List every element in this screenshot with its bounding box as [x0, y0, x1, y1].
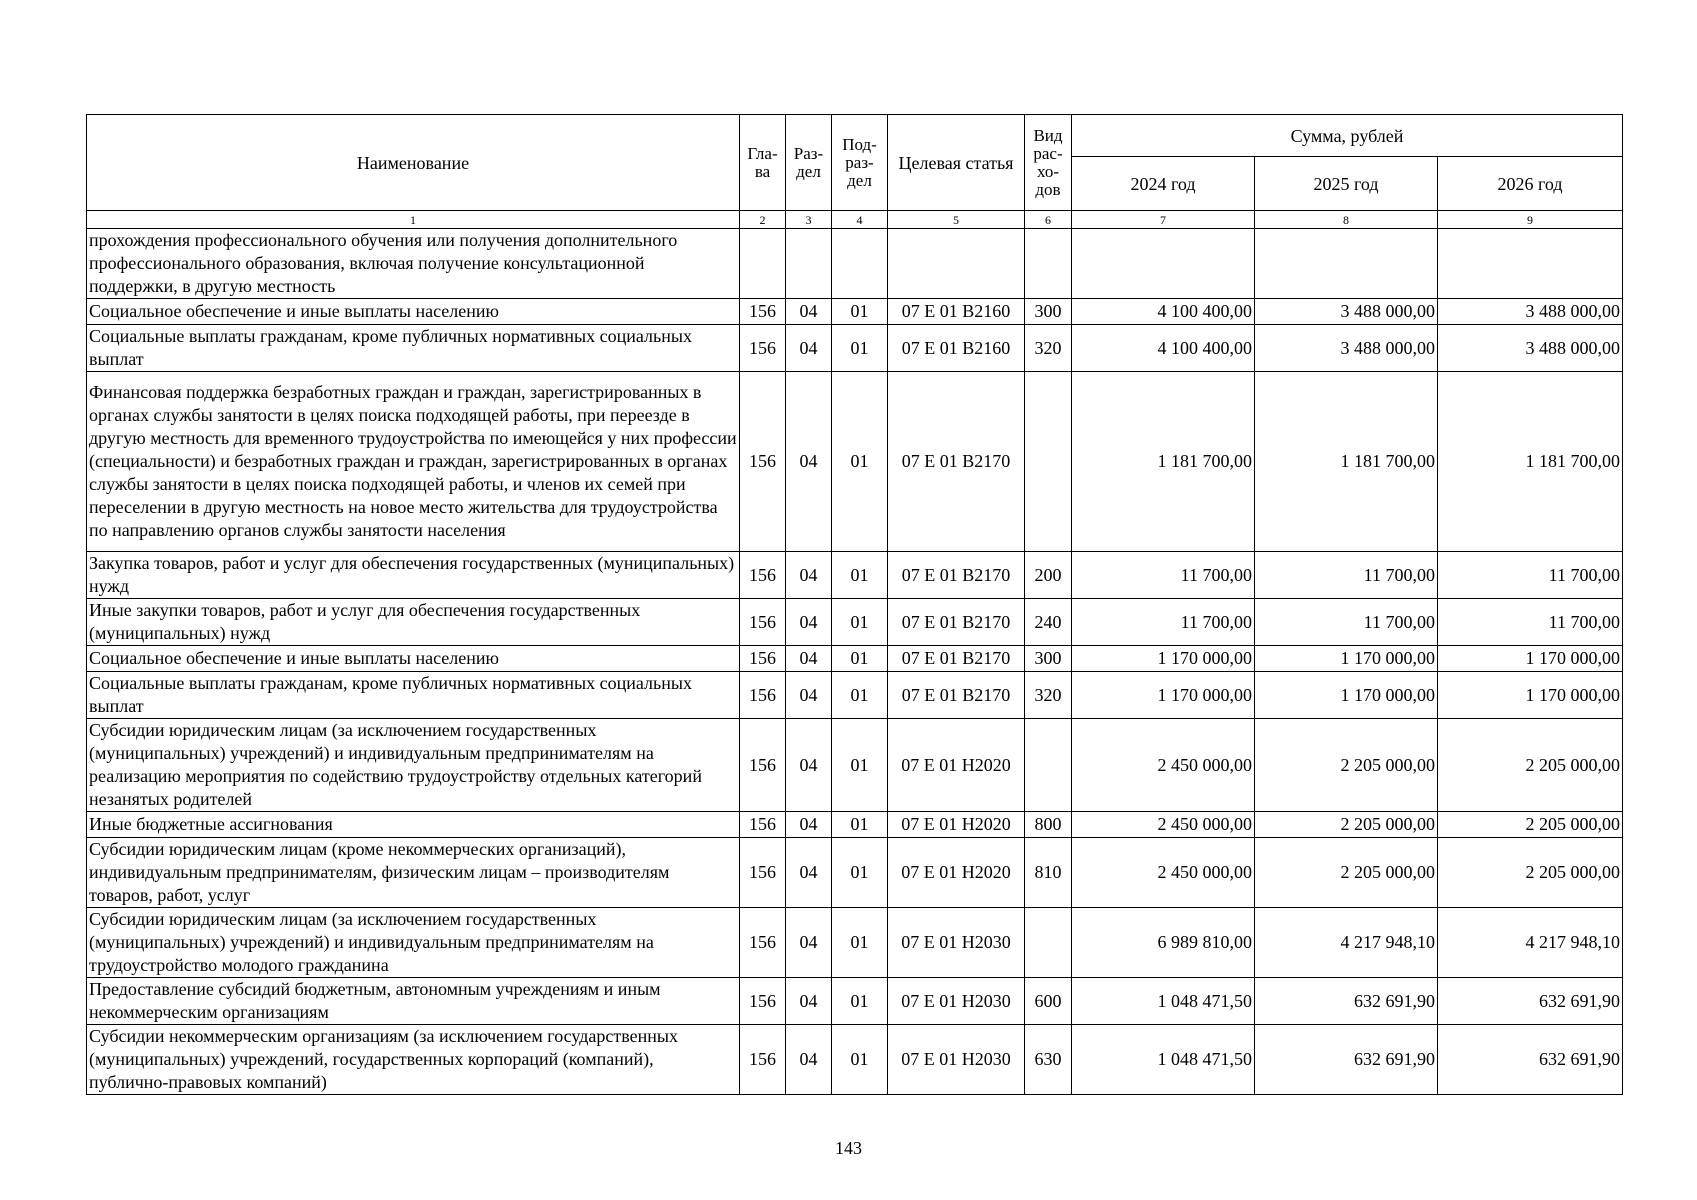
header-sum: Сумма, рублей — [1072, 115, 1623, 157]
row-glava: 156 — [740, 978, 786, 1025]
row-expense-type: 300 — [1025, 646, 1072, 672]
header-year-2026: 2026 год — [1438, 157, 1623, 211]
table-row — [87, 372, 1623, 552]
table-row — [87, 599, 1623, 646]
row-glava: 156 — [740, 1025, 786, 1095]
table-row — [87, 908, 1623, 978]
row-amount-2025: 1 170 000,00 — [1255, 646, 1438, 672]
table-row — [87, 646, 1623, 672]
column-number: 6 — [1025, 211, 1072, 229]
row-glava — [740, 229, 786, 299]
row-amount-2024: 11 700,00 — [1072, 552, 1255, 599]
row-amount-2025: 2 205 000,00 — [1255, 812, 1438, 838]
row-expense-type — [1025, 372, 1072, 552]
row-podrazdel — [832, 229, 888, 299]
row-podrazdel: 01 — [832, 672, 888, 719]
row-amount-2024: 11 700,00 — [1072, 599, 1255, 646]
row-razdel: 04 — [786, 838, 832, 908]
row-razdel: 04 — [786, 719, 832, 812]
row-amount-2026: 1 170 000,00 — [1438, 646, 1623, 672]
row-podrazdel: 01 — [832, 978, 888, 1025]
table-row — [87, 719, 1623, 812]
row-amount-2024 — [1072, 229, 1255, 299]
row-target-article — [888, 229, 1025, 299]
row-razdel: 04 — [786, 1025, 832, 1095]
table-row — [87, 812, 1623, 838]
header-year-2024: 2024 год — [1072, 157, 1255, 211]
row-amount-2026: 11 700,00 — [1438, 552, 1623, 599]
header-year-2025: 2025 год — [1255, 157, 1438, 211]
row-target-article: 07 Е 01 В2170 — [888, 552, 1025, 599]
row-podrazdel: 01 — [832, 908, 888, 978]
row-amount-2026: 3 488 000,00 — [1438, 325, 1623, 372]
row-name: Субсидии юридическим лицам (за исключением государственных (муниципальных) учреждений) и индивидуальным предпринимателям на трудоустройство молодого гражданина — [87, 908, 740, 978]
row-razdel: 04 — [786, 552, 832, 599]
row-amount-2026: 1 170 000,00 — [1438, 672, 1623, 719]
header-razdel: Раз-дел — [786, 115, 832, 211]
row-name: Закупка товаров, работ и услуг для обеспечения государственных (муниципальных) нужд — [87, 552, 740, 599]
column-number: 9 — [1438, 211, 1623, 229]
row-razdel: 04 — [786, 299, 832, 325]
header-expense-type: Вид рас-хо-дов — [1025, 115, 1072, 211]
table-row — [87, 229, 1623, 299]
row-amount-2026: 4 217 948,10 — [1438, 908, 1623, 978]
row-amount-2025: 2 205 000,00 — [1255, 838, 1438, 908]
page-number: 143 — [835, 1138, 862, 1158]
table-row — [87, 978, 1623, 1025]
row-amount-2024: 2 450 000,00 — [1072, 838, 1255, 908]
row-amount-2025: 2 205 000,00 — [1255, 719, 1438, 812]
row-podrazdel: 01 — [832, 299, 888, 325]
row-amount-2025: 632 691,90 — [1255, 1025, 1438, 1095]
row-glava: 156 — [740, 672, 786, 719]
row-amount-2026: 3 488 000,00 — [1438, 299, 1623, 325]
column-number: 8 — [1255, 211, 1438, 229]
row-razdel: 04 — [786, 599, 832, 646]
row-razdel: 04 — [786, 978, 832, 1025]
header-podrazdel: Под-раз-дел — [832, 115, 888, 211]
table-row — [87, 672, 1623, 719]
header-target-article: Целевая статья — [888, 115, 1025, 211]
row-podrazdel: 01 — [832, 838, 888, 908]
row-target-article: 07 Е 01 Н2030 — [888, 978, 1025, 1025]
row-expense-type — [1025, 719, 1072, 812]
row-amount-2025: 632 691,90 — [1255, 978, 1438, 1025]
row-podrazdel: 01 — [832, 599, 888, 646]
row-glava: 156 — [740, 372, 786, 552]
row-amount-2026: 632 691,90 — [1438, 978, 1623, 1025]
row-glava: 156 — [740, 325, 786, 372]
row-name: Иные бюджетные ассигнования — [87, 812, 740, 838]
table-row — [87, 1025, 1623, 1095]
row-amount-2025: 4 217 948,10 — [1255, 908, 1438, 978]
row-expense-type: 320 — [1025, 672, 1072, 719]
row-amount-2026: 2 205 000,00 — [1438, 812, 1623, 838]
table-row — [87, 552, 1623, 599]
row-name: Иные закупки товаров, работ и услуг для обеспечения государственных (муниципальных) нужд — [87, 599, 740, 646]
row-expense-type: 630 — [1025, 1025, 1072, 1095]
row-amount-2024: 1 170 000,00 — [1072, 672, 1255, 719]
row-glava: 156 — [740, 599, 786, 646]
row-glava: 156 — [740, 719, 786, 812]
row-podrazdel: 01 — [832, 1025, 888, 1095]
row-amount-2025: 3 488 000,00 — [1255, 299, 1438, 325]
row-expense-type: 240 — [1025, 599, 1072, 646]
row-expense-type: 300 — [1025, 299, 1072, 325]
table-body — [87, 229, 1623, 1095]
row-glava: 156 — [740, 838, 786, 908]
row-name: Предоставление субсидий бюджетным, автономным учреждениям и иным некоммерческим организациям — [87, 978, 740, 1025]
header-glava: Гла-ва — [740, 115, 786, 211]
row-podrazdel: 01 — [832, 325, 888, 372]
row-podrazdel: 01 — [832, 812, 888, 838]
row-amount-2025: 3 488 000,00 — [1255, 325, 1438, 372]
row-razdel: 04 — [786, 812, 832, 838]
row-razdel: 04 — [786, 646, 832, 672]
row-razdel — [786, 229, 832, 299]
table-header — [87, 115, 1623, 229]
row-target-article: 07 Е 01 Н2030 — [888, 1025, 1025, 1095]
row-razdel: 04 — [786, 672, 832, 719]
row-name: Финансовая поддержка безработных граждан и граждан, зарегистрированных в органах службы занятости в целях поиска подходящей работы, при переезде в другую местность для временного трудоустройства по имеющейся у них профессии (специальности) и безработных граждан и граждан, зарегистрированных в органах службы занятости в целях поиска подходящей работы, и членов их семей при переселении в другую местность на новое место жительства для трудоустройства по направлению органов службы занятости населения — [87, 372, 740, 552]
row-expense-type: 320 — [1025, 325, 1072, 372]
row-target-article: 07 Е 01 В2170 — [888, 599, 1025, 646]
row-name: Социальные выплаты гражданам, кроме публичных нормативных социальных выплат — [87, 325, 740, 372]
column-number: 2 — [740, 211, 786, 229]
row-name: Субсидии юридическим лицам (кроме некоммерческих организаций), индивидуальным предпринимателям, физическим лицам – производителям товаров, работ, услуг — [87, 838, 740, 908]
column-number: 4 — [832, 211, 888, 229]
row-expense-type — [1025, 229, 1072, 299]
row-amount-2026: 2 205 000,00 — [1438, 719, 1623, 812]
row-razdel: 04 — [786, 372, 832, 552]
row-amount-2024: 1 181 700,00 — [1072, 372, 1255, 552]
row-name: Социальное обеспечение и иные выплаты населению — [87, 299, 740, 325]
row-amount-2024: 4 100 400,00 — [1072, 325, 1255, 372]
column-number: 7 — [1072, 211, 1255, 229]
table-row — [87, 838, 1623, 908]
row-amount-2025: 1 181 700,00 — [1255, 372, 1438, 552]
row-amount-2026 — [1438, 229, 1623, 299]
row-razdel: 04 — [786, 325, 832, 372]
row-target-article: 07 Е 01 В2160 — [888, 299, 1025, 325]
row-amount-2024: 2 450 000,00 — [1072, 719, 1255, 812]
row-target-article: 07 Е 01 Н2030 — [888, 908, 1025, 978]
row-amount-2025: 11 700,00 — [1255, 599, 1438, 646]
row-target-article: 07 Е 01 В2170 — [888, 372, 1025, 552]
row-name: Социальное обеспечение и иные выплаты населению — [87, 646, 740, 672]
row-name: прохождения профессионального обучения или получения дополнительного профессионального образования, включая получение консультационной поддержки, в другую местность — [87, 229, 740, 299]
row-target-article: 07 Е 01 В2160 — [888, 325, 1025, 372]
row-razdel: 04 — [786, 908, 832, 978]
row-podrazdel: 01 — [832, 719, 888, 812]
row-amount-2026: 11 700,00 — [1438, 599, 1623, 646]
row-glava: 156 — [740, 908, 786, 978]
row-amount-2025: 1 170 000,00 — [1255, 672, 1438, 719]
row-podrazdel: 01 — [832, 372, 888, 552]
row-target-article: 07 Е 01 В2170 — [888, 672, 1025, 719]
header-name: Наименование — [87, 115, 740, 211]
column-number: 3 — [786, 211, 832, 229]
row-amount-2024: 1 048 471,50 — [1072, 1025, 1255, 1095]
row-podrazdel: 01 — [832, 646, 888, 672]
row-glava: 156 — [740, 299, 786, 325]
row-amount-2026: 1 181 700,00 — [1438, 372, 1623, 552]
row-amount-2024: 2 450 000,00 — [1072, 812, 1255, 838]
column-numbers-row — [87, 211, 1623, 229]
table-row — [87, 325, 1623, 372]
row-glava: 156 — [740, 646, 786, 672]
column-number: 5 — [888, 211, 1025, 229]
row-target-article: 07 Е 01 Н2020 — [888, 838, 1025, 908]
row-expense-type — [1025, 908, 1072, 978]
budget-table — [86, 114, 1623, 1095]
row-target-article: 07 Е 01 Н2020 — [888, 719, 1025, 812]
row-amount-2024: 6 989 810,00 — [1072, 908, 1255, 978]
row-target-article: 07 Е 01 Н2020 — [888, 812, 1025, 838]
row-name: Субсидии юридическим лицам (за исключением государственных (муниципальных) учреждений) и индивидуальным предпринимателям на реализацию мероприятия по содействию трудоустройству отдельных категорий незанятых родителей — [87, 719, 740, 812]
row-amount-2025: 11 700,00 — [1255, 552, 1438, 599]
table-row — [87, 299, 1623, 325]
row-name: Социальные выплаты гражданам, кроме публичных нормативных социальных выплат — [87, 672, 740, 719]
row-amount-2024: 1 170 000,00 — [1072, 646, 1255, 672]
row-expense-type: 800 — [1025, 812, 1072, 838]
row-amount-2025 — [1255, 229, 1438, 299]
column-number: 1 — [87, 211, 740, 229]
row-amount-2026: 2 205 000,00 — [1438, 838, 1623, 908]
row-amount-2026: 632 691,90 — [1438, 1025, 1623, 1095]
row-expense-type: 200 — [1025, 552, 1072, 599]
row-amount-2024: 4 100 400,00 — [1072, 299, 1255, 325]
row-glava: 156 — [740, 552, 786, 599]
row-target-article: 07 Е 01 В2170 — [888, 646, 1025, 672]
row-expense-type: 600 — [1025, 978, 1072, 1025]
row-glava: 156 — [740, 812, 786, 838]
row-name: Субсидии некоммерческим организациям (за исключением государственных (муниципальных) учреждений, государственных корпораций (компаний), публично-правовых компаний) — [87, 1025, 740, 1095]
row-podrazdel: 01 — [832, 552, 888, 599]
row-amount-2024: 1 048 471,50 — [1072, 978, 1255, 1025]
row-expense-type: 810 — [1025, 838, 1072, 908]
